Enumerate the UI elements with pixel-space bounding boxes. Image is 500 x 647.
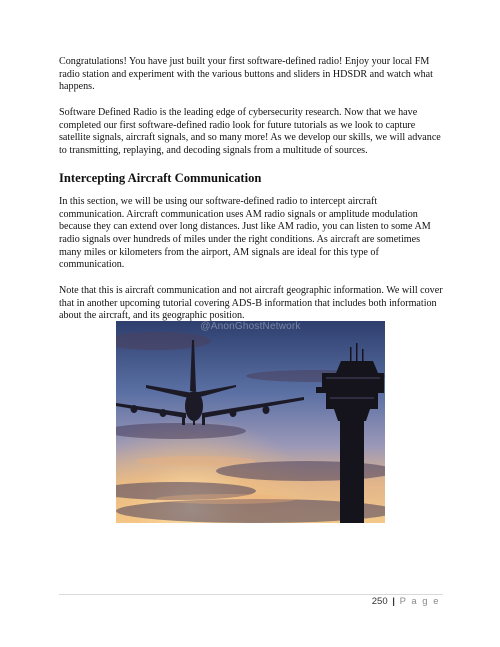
page-label: P a g e xyxy=(399,596,440,607)
aircraft-tower-image xyxy=(116,321,385,523)
aircraft-tower-illustration xyxy=(116,321,385,523)
page-content xyxy=(59,56,443,337)
page-footer xyxy=(372,596,440,607)
intro-paragraph-2: Software Defined Radio is the leading edge of cybersecurity research. Now that we have completed our first software-defined radio look for future tutorials as we look to capture satellite signals, aircraft signals, and so many more! As we develop our skills, we will advance to transmitting, replaying, and decoding signals from a multitude of sources. xyxy=(59,107,441,157)
section-heading: Intercepting Aircraft Communication xyxy=(59,171,262,186)
intro-paragraph-1: Congratulations! You have just built your first software-defined radio! Enjoy your local FM radio station and experiment with the various buttons and sliders in HDSDR and watch what happens. xyxy=(59,56,433,93)
footer-separator: | xyxy=(392,596,395,607)
footer-divider xyxy=(59,594,443,595)
section-paragraph-2: Note that this is aircraft communication and not aircraft geographic information. We will cover that in another upcoming tutorial covering ADS-B information that includes both information about the aircraft, and its geographic position. xyxy=(59,285,443,322)
watermark-text: @AnonGhostNetwork xyxy=(200,321,301,332)
section-paragraph-1: In this section, we will be using our software-defined radio to intercept aircraft communication. Aircraft communication uses AM radio signals or amplitude modulation because they can extend over long distances. Just like AM radio, you can listen to some AM radio signals over hundreds of miles under the right conditions. As aircraft are sometimes many miles or kilometers from the airport, AM signals are ideal for this type of communication. xyxy=(59,196,431,271)
page-number: 250 xyxy=(371,596,388,607)
